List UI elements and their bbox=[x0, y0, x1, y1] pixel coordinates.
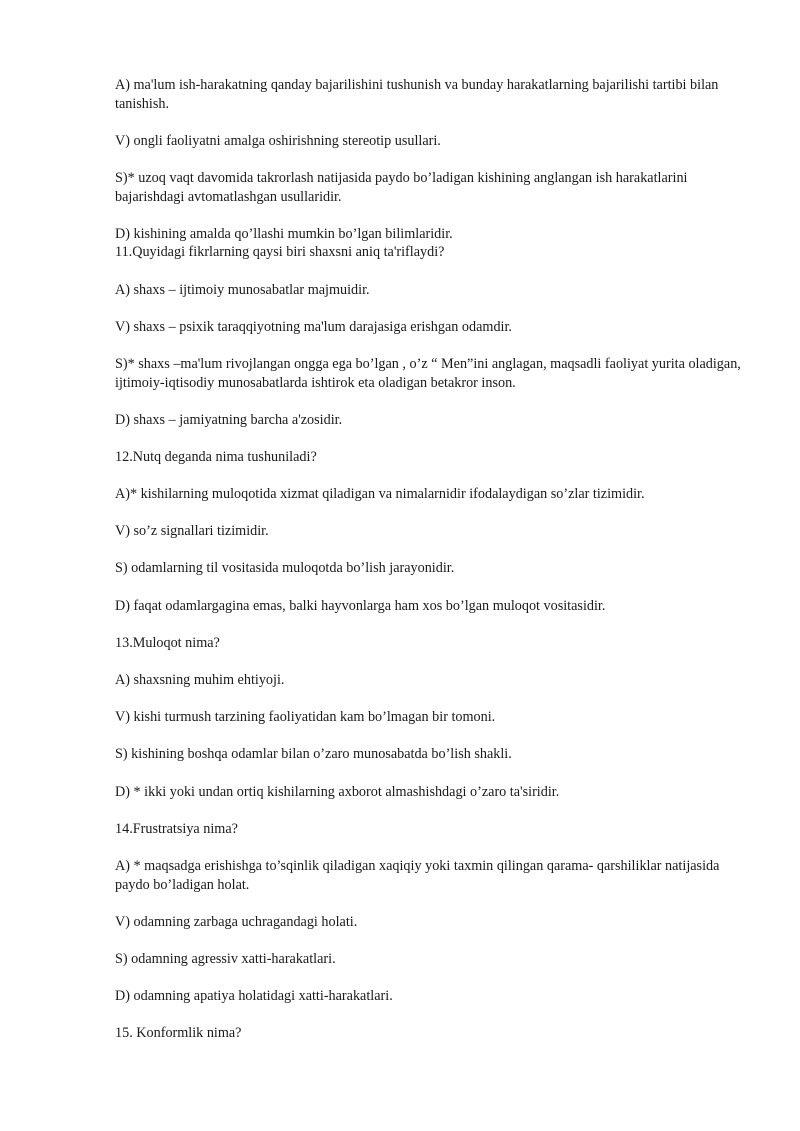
answer-option: D) * ikki yoki undan ortiq kishilarning axborot almashishdagi o’zaro ta'siridir. bbox=[115, 783, 560, 800]
answer-option: A) shaxsning muhim ehtiyoji. bbox=[115, 672, 285, 688]
question-heading: 11.Quyidagi fikrlarning qaysi biri shaxsni aniq ta'riflaydi? bbox=[115, 244, 445, 261]
question-heading: 14.Frustratsiya nima? bbox=[115, 820, 238, 837]
answer-option: V) kishi turmush tarzining faoliyatidan kam bo’lmagan bir tomoni. bbox=[115, 709, 496, 726]
answer-option: D) odamning apatiya holatidagi xatti-harakatlari. bbox=[115, 988, 393, 1005]
answer-option: D) faqat odamlargagina emas, balki hayvonlarga ham xos bo’lgan muloqot vositasidir. bbox=[115, 597, 606, 614]
answer-option: S)* shaxs –ma'lum rivojlangan ongga ega bo’lgan , o’z “ Men”ini anglagan, maqsadli faoliyat yurita oladigan, ijtimoiy-iqtisodiy munosabatlarda ishtirok eta oladigan betakror inson. bbox=[115, 355, 741, 391]
answer-option: S) odamlarning til vositasida muloqotda bo’lish jarayonidir. bbox=[115, 560, 455, 577]
answer-option: A) * maqsadga erishishga to’sqinlik qiladigan xaqiqiy yoki taxmin qilingan qarama- qarshiliklar natijasida paydo bo’ladigan holat. bbox=[115, 857, 720, 893]
answer-option: A) shaxs – ijtimoiy munosabatlar majmuidir. bbox=[115, 281, 370, 298]
answer-option: V) ongli faoliyatni amalga oshirishning stereotip usullari. bbox=[115, 132, 441, 149]
question-heading: 15. Konformlik nima? bbox=[115, 1025, 242, 1042]
answer-option: S) odamning agressiv xatti-harakatlari. bbox=[115, 950, 336, 967]
answer-option: D) shaxs – jamiyatning barcha a'zosidir. bbox=[115, 411, 343, 428]
answer-option: V) odamning zarbaga uchragandagi holati. bbox=[115, 913, 358, 930]
answer-option: D) kishining amalda qo’llashi mumkin bo’lgan bilimlaridir. bbox=[115, 225, 453, 242]
answer-option: V) so’z signallari tizimidir. bbox=[115, 523, 269, 540]
document-page bbox=[115, 76, 745, 1061]
answer-option: A)* kishilarning muloqotida xizmat qiladigan va nimalarnidir ifodalaydigan so’zlar tizimidir. bbox=[115, 486, 645, 503]
answer-option: V) shaxs – psixik taraqqiyotning ma'lum darajasiga erishgan odamdir. bbox=[115, 318, 512, 335]
question-heading: 12.Nutq deganda nima tushuniladi? bbox=[115, 448, 317, 465]
question-heading: 13.Muloqot nima? bbox=[115, 634, 220, 651]
answer-option: S)* uzoq vaqt davomida takrorlash natijasida paydo bo’ladigan kishining anglangan ish harakatlarini bajarishdagi avtomatlashgan usullaridir. bbox=[115, 169, 688, 205]
answer-option: S) kishining boshqa odamlar bilan o’zaro munosabatda bo’lish shakli. bbox=[115, 746, 512, 763]
answer-option: A) ma'lum ish-harakatning qanday bajarilishini tushunish va bunday harakatlarning bajarilishi tartibi bilan tanishish. bbox=[115, 77, 719, 112]
